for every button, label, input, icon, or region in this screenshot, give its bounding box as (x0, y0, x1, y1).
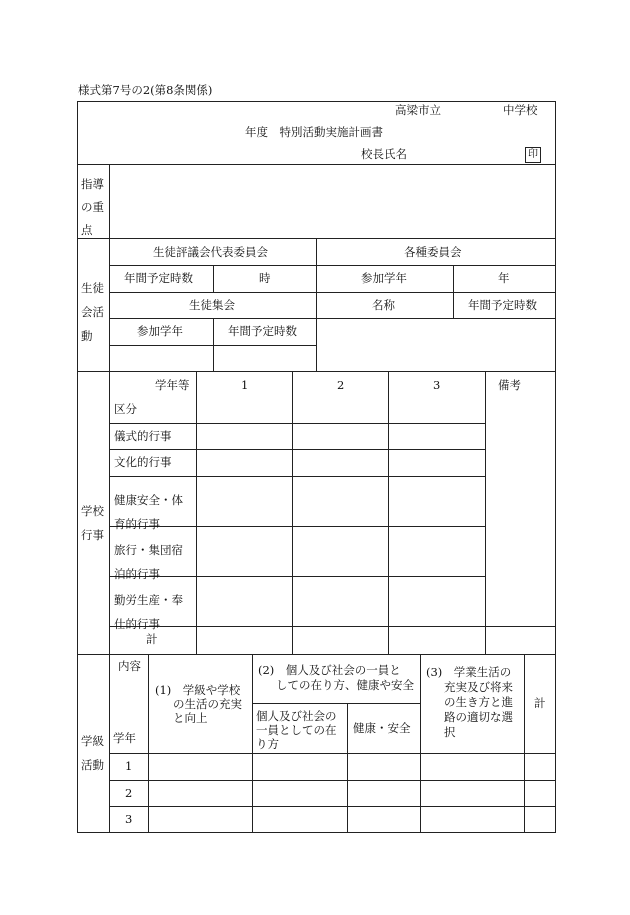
annual-hours-header-2: 年間予定時数 (468, 298, 537, 312)
class-col3-header: (3) 学業生活の 充実及び将来 の生き方と進 路の適切な選 択 (426, 665, 513, 739)
seal-box[interactable]: 印 (525, 147, 541, 163)
class-activities-label: 学級 活動 (81, 734, 104, 772)
class-grade-header: 学年 (113, 731, 136, 745)
year-unit: 年 (498, 271, 510, 285)
event-row-labor: 勤労生産・奉 仕的行事 (114, 593, 183, 631)
participating-grade-label-2: 参加学年 (137, 324, 183, 338)
assembly-header: 生徒集会 (189, 298, 235, 312)
school-events-label: 学校 行事 (81, 504, 104, 542)
guidance-label: 指導 の重 点 (81, 177, 104, 237)
class-total-header: 計 (534, 696, 546, 710)
school-prefix: 高梁市立 (395, 103, 441, 117)
annual-hours-label: 年間予定時数 (124, 271, 193, 285)
participating-grade-label: 参加学年 (361, 271, 407, 285)
remarks-header: 備考 (498, 378, 521, 392)
grade-2-header: 2 (337, 378, 345, 392)
class-grade-2: 2 (125, 786, 133, 800)
event-row-ceremonial: 儀式的行事 (114, 429, 172, 443)
principal-label: 校長氏名 (361, 147, 407, 161)
form-id: 様式第7号の2(第8条関係) (78, 83, 213, 97)
grade-header: 学年等 (155, 378, 190, 392)
event-row-health: 健康安全・体 育的行事 (114, 493, 183, 531)
events-total-label: 計 (146, 632, 158, 646)
grade-3-header: 3 (433, 378, 441, 392)
committees-header: 各種委員会 (404, 245, 462, 259)
grade-1-header: 1 (241, 378, 249, 392)
event-row-cultural: 文化的行事 (114, 455, 172, 469)
class-grade-3: 3 (125, 812, 133, 826)
class-col1-header: (1) 学級や学校 の生活の充実 と向上 (155, 683, 242, 725)
event-row-travel: 旅行・集団宿 泊的行事 (114, 543, 183, 581)
rep-committee-header: 生徒評議会代表委員会 (153, 245, 268, 259)
student-council-label: 生徒 会活 動 (81, 281, 104, 343)
content-header: 内容 (118, 659, 141, 673)
remarks-input[interactable] (486, 424, 555, 626)
class-col2-header: (2) 個人及び社会の一員と しての在り方、健康や安全 (258, 663, 414, 692)
class-col2b-header: 健康・安全 (353, 721, 411, 735)
guidance-input[interactable] (110, 165, 555, 238)
class-grade-1: 1 (125, 759, 133, 773)
annual-hours-label-3: 年間予定時数 (228, 324, 297, 338)
name-header: 名称 (372, 298, 395, 312)
form-title: 年度 特別活動実施計画書 (245, 125, 383, 139)
category-header: 区分 (114, 402, 137, 416)
council-name-input[interactable] (317, 319, 555, 371)
hours-unit: 時 (259, 271, 271, 285)
school-suffix: 中学校 (503, 103, 538, 117)
class-col2a-header: 個人及び社会の 一員としての在 り方 (256, 709, 337, 751)
